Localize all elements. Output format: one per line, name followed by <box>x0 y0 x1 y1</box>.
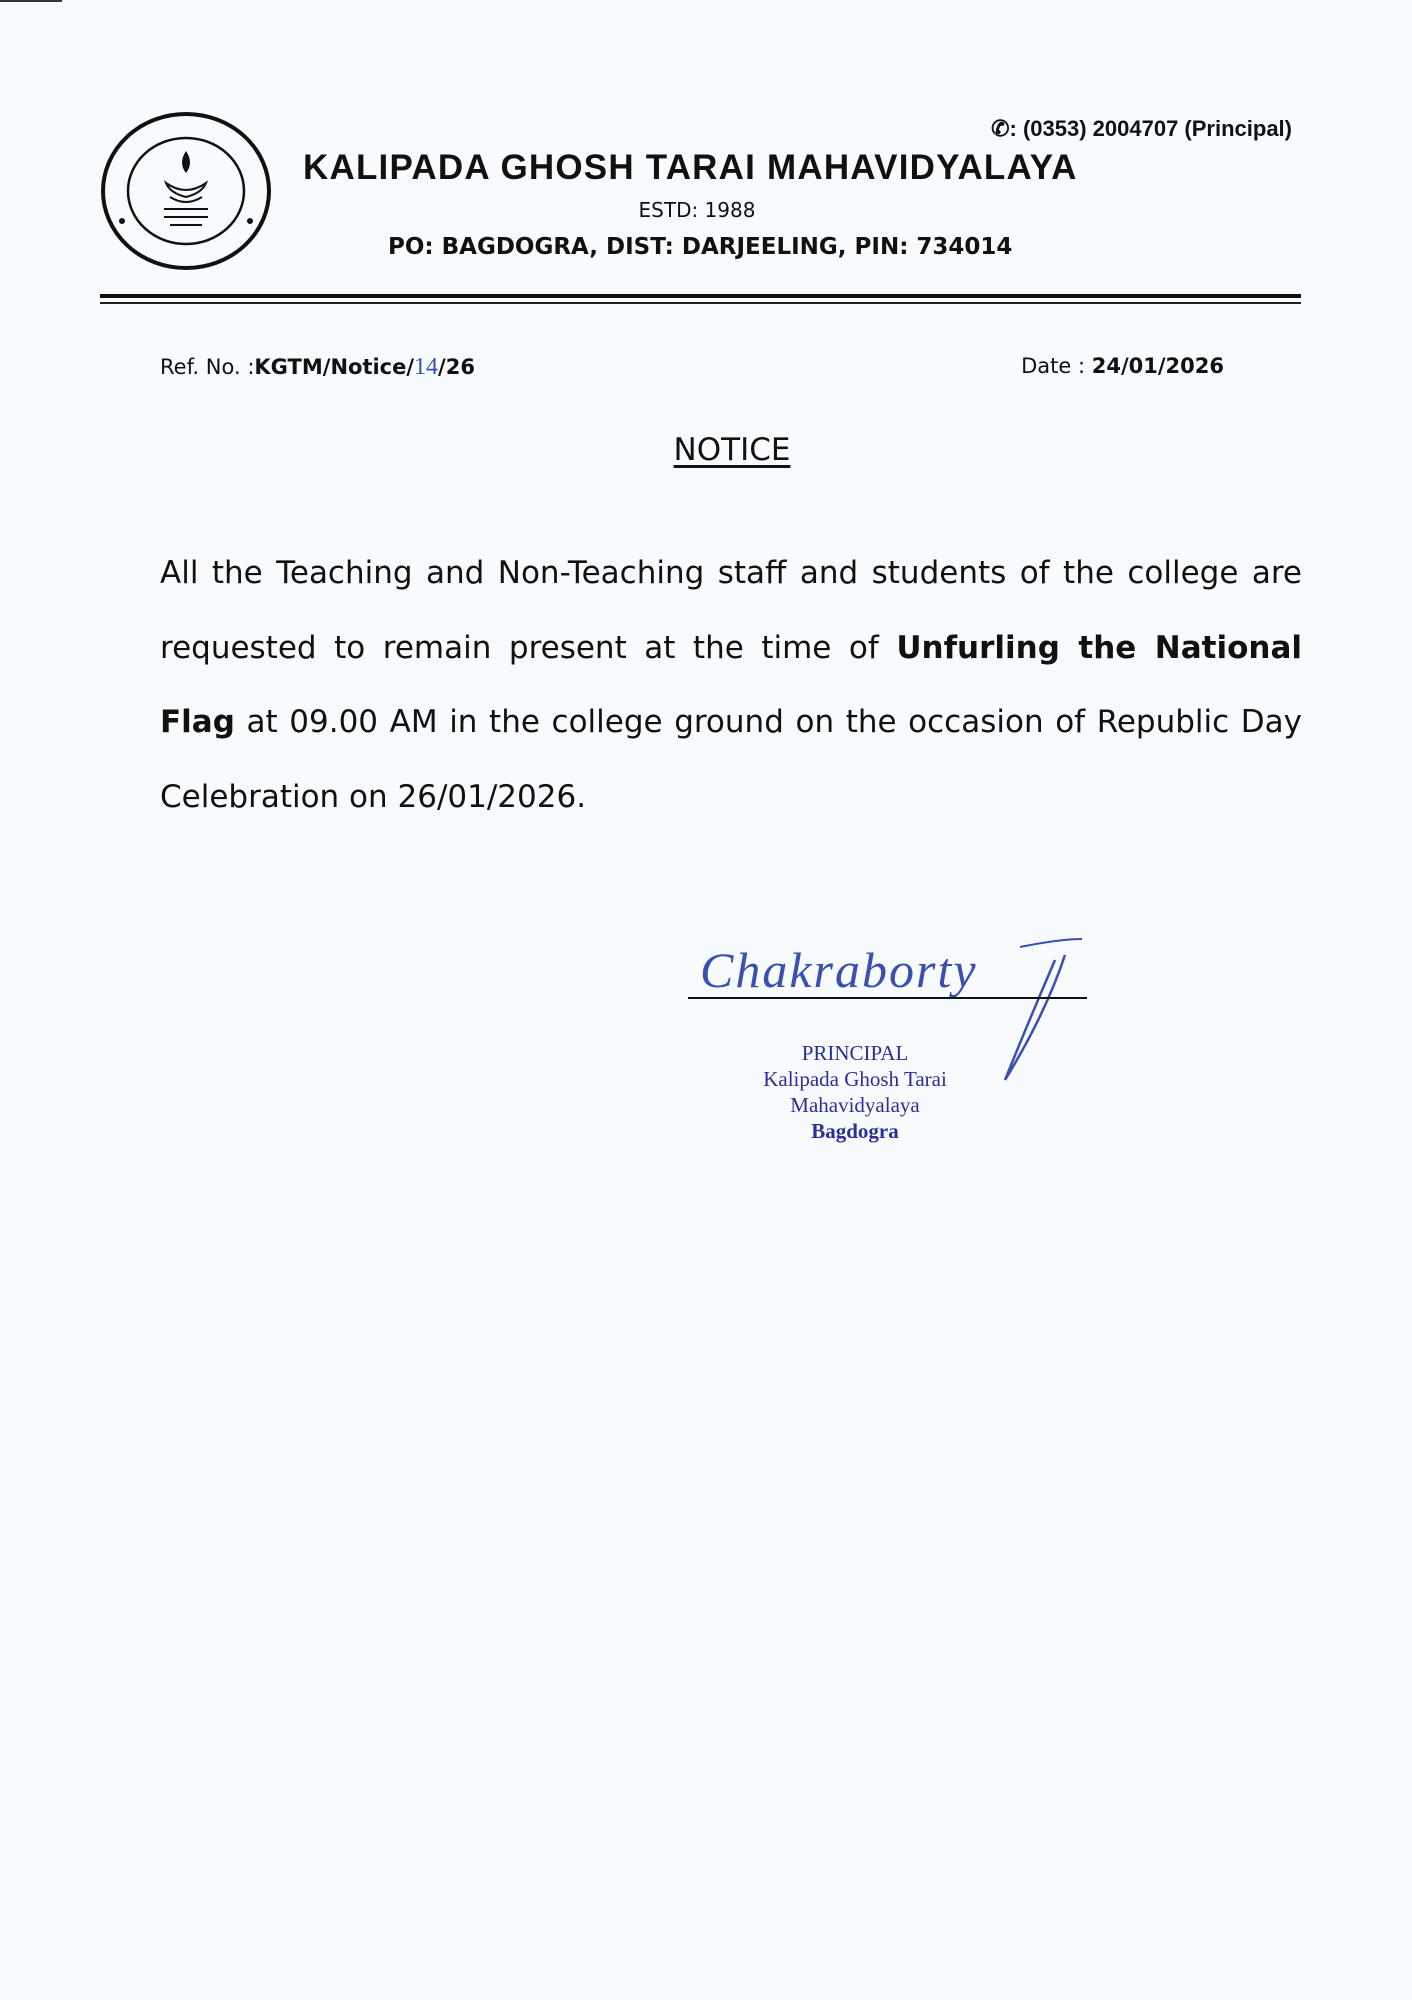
notice-heading: NOTICE <box>673 432 791 468</box>
phone-contact: ✆: (0353) 2004707 (Principal) <box>991 116 1292 141</box>
notice-body: All the Teaching and Non-Teaching staff and students of the college are requested to remain present at the time of Unfurling the National Flag at 09.00 AM in the college ground on the occasion of Republic Day Celebration on 26/01/2026. <box>160 555 1302 815</box>
principal-stamp: PRINCIPAL Kalipada Ghosh Tarai Mahavidyalaya Bagdogra <box>763 1041 947 1143</box>
reference-number: Ref. No. :KGTM/Notice/14/26 <box>160 354 475 380</box>
phone-icon: ✆ <box>991 116 1010 141</box>
notice-date: Date : 24/01/2026 <box>1021 354 1224 378</box>
college-address: PO: BAGDOGRA, DIST: DARJEELING, PIN: 734014 <box>388 234 1013 260</box>
header-divider-thin <box>100 302 1301 304</box>
header-divider <box>100 294 1301 298</box>
svg-text:Chakraborty: Chakraborty <box>700 942 978 998</box>
college-logo-seal <box>100 111 272 271</box>
established-year: ESTD: 1988 <box>638 198 756 222</box>
scan-mark <box>0 0 62 2</box>
college-name: KALIPADA GHOSH TARAI MAHAVIDYALAYA <box>303 148 1078 187</box>
handwritten-ref: 14 <box>414 354 439 380</box>
